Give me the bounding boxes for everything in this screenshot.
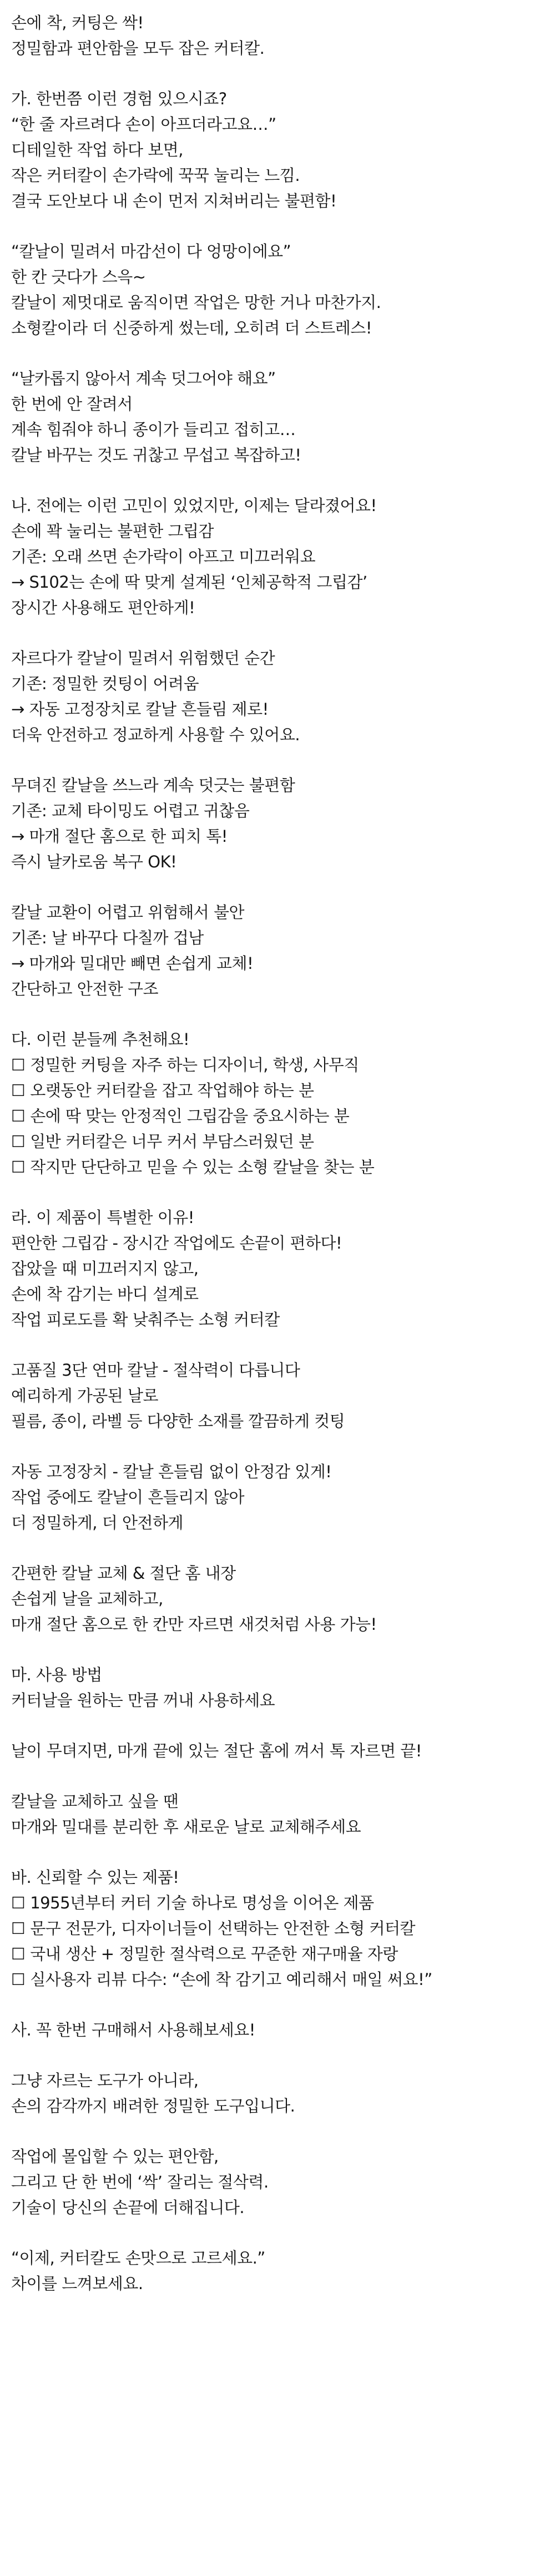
text-line: 결국 도안보다 내 손이 먼저 지쳐버리는 불편함! xyxy=(11,191,337,210)
text-line: 날이 무뎌지면, 마개 끝에 있는 절단 홈에 껴서 톡 자르면 끝! xyxy=(11,1741,422,1760)
text-line: 마개 절단 홈으로 한 칸만 자르면 새것처럼 사용 가능! xyxy=(11,1615,377,1634)
paragraph xyxy=(11,493,544,620)
text-line: ☐ 문구 전문가, 디자이너들이 선택하는 안전한 소형 커터칼 xyxy=(11,1919,416,1938)
text-line: 고품질 3단 연마 칼날 - 절삭력이 다릅니다 xyxy=(11,1361,300,1380)
paragraph xyxy=(11,2017,544,2043)
text-line: → 자동 고정장치로 칼날 흔들림 제로! xyxy=(11,700,269,719)
text-line: “날카롭지 않아서 계속 덧그어야 해요” xyxy=(11,369,276,388)
text-line: 정밀함과 편안함을 모두 잡은 커터칼. xyxy=(11,39,265,58)
text-line: → 마개와 밀대만 빼면 손쉽게 교체! xyxy=(11,954,254,973)
text-line: ☐ 일반 커터칼은 너무 커서 부담스러웠던 분 xyxy=(11,1132,314,1151)
paragraph xyxy=(11,86,544,214)
text-line: 더 정밀하게, 더 안전하게 xyxy=(11,1513,184,1532)
paragraph xyxy=(11,10,544,61)
paragraph xyxy=(11,1738,544,1764)
text-line: 간편한 칼날 교체 & 절단 홈 내장 xyxy=(11,1564,236,1583)
text-line: 간단하고 안전한 구조 xyxy=(11,979,159,998)
paragraph xyxy=(11,1357,544,1434)
paragraph xyxy=(11,1865,544,1992)
text-line: 디테일한 작업 하다 보면, xyxy=(11,140,184,159)
text-line: 잡았을 때 미끄러지지 않고, xyxy=(11,1259,199,1278)
paragraph xyxy=(11,1789,544,1840)
text-line: 칼날을 교체하고 싶을 땐 xyxy=(11,1792,179,1811)
text-line: 손의 감각까지 배려한 정밀한 도구입니다. xyxy=(11,2097,295,2115)
text-line: 그냥 자르는 도구가 아니라, xyxy=(11,2071,199,2090)
text-line: 작업 피로도를 확 낮춰주는 소형 커터칼 xyxy=(11,1310,280,1329)
text-line: 마개와 밀대를 분리한 후 새로운 날로 교체해주세요 xyxy=(11,1817,361,1836)
text-line: 그리고 단 한 번에 ‘싹’ 잘리는 절삭력. xyxy=(11,2173,269,2191)
text-line: 손에 착 감기는 바디 설계로 xyxy=(11,1285,199,1304)
text-line: 기술이 당신의 손끝에 더해집니다. xyxy=(11,2198,245,2217)
text-line: ☐ 손에 딱 맞는 안정적인 그립감을 중요시하는 분 xyxy=(11,1107,350,1125)
text-line: 자르다가 칼날이 밀려서 위험했던 순간 xyxy=(11,649,275,668)
text-line: 다. 이런 분들께 추천해요! xyxy=(11,1030,190,1049)
text-line: 더욱 안전하고 정교하게 사용할 수 있어요. xyxy=(11,725,300,744)
paragraph xyxy=(11,1662,544,1713)
text-line: 편안한 그립감 - 장시간 작업에도 손끝이 편하다! xyxy=(11,1234,342,1252)
text-line: 자동 고정장치 - 칼날 흔들림 없이 안정감 있게! xyxy=(11,1462,332,1481)
text-line: → 마개 절단 홈으로 한 피치 톡! xyxy=(11,827,228,846)
text-line: “이제, 커터칼도 손맛으로 고르세요.” xyxy=(11,2249,265,2267)
text-line: 무뎌진 칼날을 쓰느라 계속 덧긋는 불편함 xyxy=(11,776,295,795)
text-line: 마. 사용 방법 xyxy=(11,1665,102,1684)
text-line: 기존: 정밀한 컷팅이 어려움 xyxy=(11,674,199,693)
paragraph xyxy=(11,772,544,875)
text-line: 장시간 사용해도 편안하게! xyxy=(11,598,195,617)
paragraph xyxy=(11,1027,544,1180)
text-line: 필름, 종이, 라벨 등 다양한 소재를 깔끔하게 컷팅 xyxy=(11,1412,345,1431)
text-line: 작업 중에도 칼날이 흔들리지 않아 xyxy=(11,1488,245,1507)
paragraph xyxy=(11,2068,544,2119)
text-line: 기존: 오래 쓰면 손가락이 아프고 미끄러워요 xyxy=(11,547,316,566)
text-line: “칼날이 밀려서 마감선이 다 엉망이에요” xyxy=(11,242,291,261)
text-line: 가. 한번쯤 이런 경험 있으시죠? xyxy=(11,89,227,108)
paragraph xyxy=(11,239,544,341)
text-line: ☐ 국내 생산 + 정밀한 절삭력으로 꾸준한 재구매율 자랑 xyxy=(11,1944,398,1963)
paragraph xyxy=(11,2144,544,2220)
text-line: 칼날 교환이 어렵고 위험해서 불안 xyxy=(11,903,245,922)
text-line: 커터날을 원하는 만큼 꺼내 사용하세요 xyxy=(11,1691,275,1710)
text-line: ☐ 작지만 단단하고 믿을 수 있는 소형 칼날을 찾는 분 xyxy=(11,1158,375,1176)
text-line: ☐ 정밀한 커팅을 자주 하는 디자이너, 학생, 사무직 xyxy=(11,1055,359,1074)
text-line: 손쉽게 날을 교체하고, xyxy=(11,1589,163,1608)
text-line: 나. 전에는 이런 고민이 있었지만, 이제는 달라졌어요! xyxy=(11,496,377,515)
text-line: 기존: 교체 타이밍도 어렵고 귀찮음 xyxy=(11,801,250,820)
text-line: 차이를 느껴보세요. xyxy=(11,2274,143,2293)
paragraph xyxy=(11,1560,544,1637)
text-line: ☐ 오랫동안 커터칼을 잡고 작업해야 하는 분 xyxy=(11,1081,314,1100)
text-line: “한 줄 자르려다 손이 아프더라고요…” xyxy=(11,115,276,134)
text-line: 바. 신뢰할 수 있는 제품! xyxy=(11,1868,179,1887)
paragraph xyxy=(11,645,544,747)
text-line: 한 번에 안 잘려서 xyxy=(11,395,133,413)
text-line: 칼날 바꾸는 것도 귀찮고 무섭고 복잡하고! xyxy=(11,446,301,464)
text-line: 소형칼이라 더 신중하게 썼는데, 오히려 더 스트레스! xyxy=(11,319,372,337)
text-line: 작은 커터칼이 손가락에 꾹꾹 눌리는 느낌. xyxy=(11,166,300,185)
text-line: 즉시 날카로움 복구 OK! xyxy=(11,852,177,871)
text-line: ☐ 1955년부터 커터 기술 하나로 명성을 이어온 제품 xyxy=(11,1893,374,1912)
text-line: 작업에 몰입할 수 있는 편안함, xyxy=(11,2147,219,2166)
paragraph xyxy=(11,1205,544,1332)
text-line: 칼날이 제멋대로 움직이면 작업은 망한 거나 마찬가지. xyxy=(11,293,381,312)
text-line: 기존: 날 바꾸다 다칠까 겁남 xyxy=(11,928,204,947)
text-line: 사. 꼭 한번 구매해서 사용해보세요! xyxy=(11,2021,255,2039)
paragraph xyxy=(11,1459,544,1536)
text-line: 한 칸 긋다가 스윽~ xyxy=(11,267,146,286)
paragraph xyxy=(11,366,544,468)
text-line: 예리하게 가공된 날로 xyxy=(11,1386,159,1405)
text-line: ☐ 실사용자 리뷰 다수: “손에 착 감기고 예리해서 매일 써요!” xyxy=(11,1970,432,1989)
text-line: 계속 힘줘야 하니 종이가 들리고 접히고… xyxy=(11,420,296,439)
text-line: 라. 이 제품이 특별한 이유! xyxy=(11,1208,194,1227)
paragraph xyxy=(11,2245,544,2296)
document-body xyxy=(11,10,544,2321)
text-line: 손에 꽉 눌리는 불편한 그립감 xyxy=(11,522,214,541)
paragraph xyxy=(11,900,544,1002)
text-line: 손에 착, 커팅은 싹! xyxy=(11,13,144,32)
text-line: → S102는 손에 딱 맞게 설계된 ‘인체공학적 그립감’ xyxy=(11,573,367,592)
